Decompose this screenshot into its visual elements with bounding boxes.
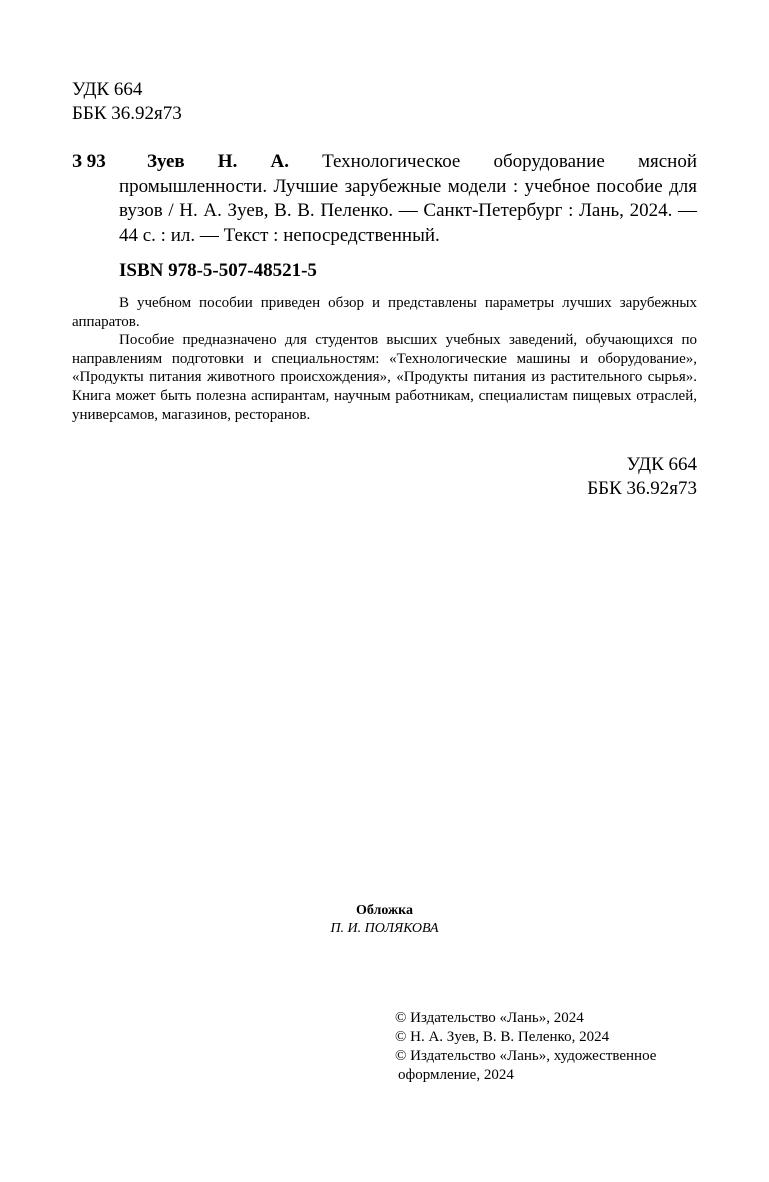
copyright-line: © Издательство «Лань», 2024: [395, 1010, 584, 1026]
udk-code: УДК 664: [626, 454, 697, 475]
copyright-line: оформление, 2024: [398, 1067, 514, 1083]
record-description: Технологическое оборудование мясной промышленности. Лучшие зарубежные модели : учебное пособие для вузов / Н. А. Зуев, В. В. Пеленко. — Санкт-Петербург : Лань, 2024. — 44 с. : ил. — Текст : непосредственный.: [119, 151, 698, 246]
author-sign: З 93: [72, 151, 106, 172]
annotation-paragraph: В учебном пособии приведен обзор и представлены параметры лучших зарубежных аппаратов.: [72, 295, 697, 330]
copyright-line: © Издательство «Лань», художественное: [395, 1048, 657, 1064]
udk-bbk-block-right: [587, 453, 697, 501]
bbk-code: ББК 36.92я73: [587, 478, 697, 499]
bibliographic-record: [119, 150, 697, 248]
udk-bbk-block-top: [72, 78, 182, 126]
cover-label: Обложка: [355, 903, 414, 918]
record-author: Зуев Н. А.: [147, 151, 289, 172]
annotation: [72, 294, 697, 424]
copyright-block: [395, 1009, 656, 1085]
udk-code: УДК 664: [72, 79, 143, 100]
annotation-paragraph: Пособие предназначено для студентов высших учебных заведений, обучающихся по направлениям подготовки и специальностям: «Технологические машины и оборудование», «Продукты питания животного происхождения», «Продукты питания из растительного сырья». Книга может быть полезна аспирантам, научным работникам, специалистам пищевых отраслей, универсамов, магазинов, ресторанов.: [72, 332, 697, 423]
copyright-line: © Н. А. Зуев, В. В. Пеленко, 2024: [395, 1029, 610, 1045]
cover-designer: П. И. ПОЛЯКОВА: [330, 921, 439, 936]
cover-credit: [0, 902, 769, 938]
bbk-code: ББК 36.92я73: [72, 103, 182, 124]
isbn: ISBN 978-5-507-48521-5: [119, 260, 317, 281]
